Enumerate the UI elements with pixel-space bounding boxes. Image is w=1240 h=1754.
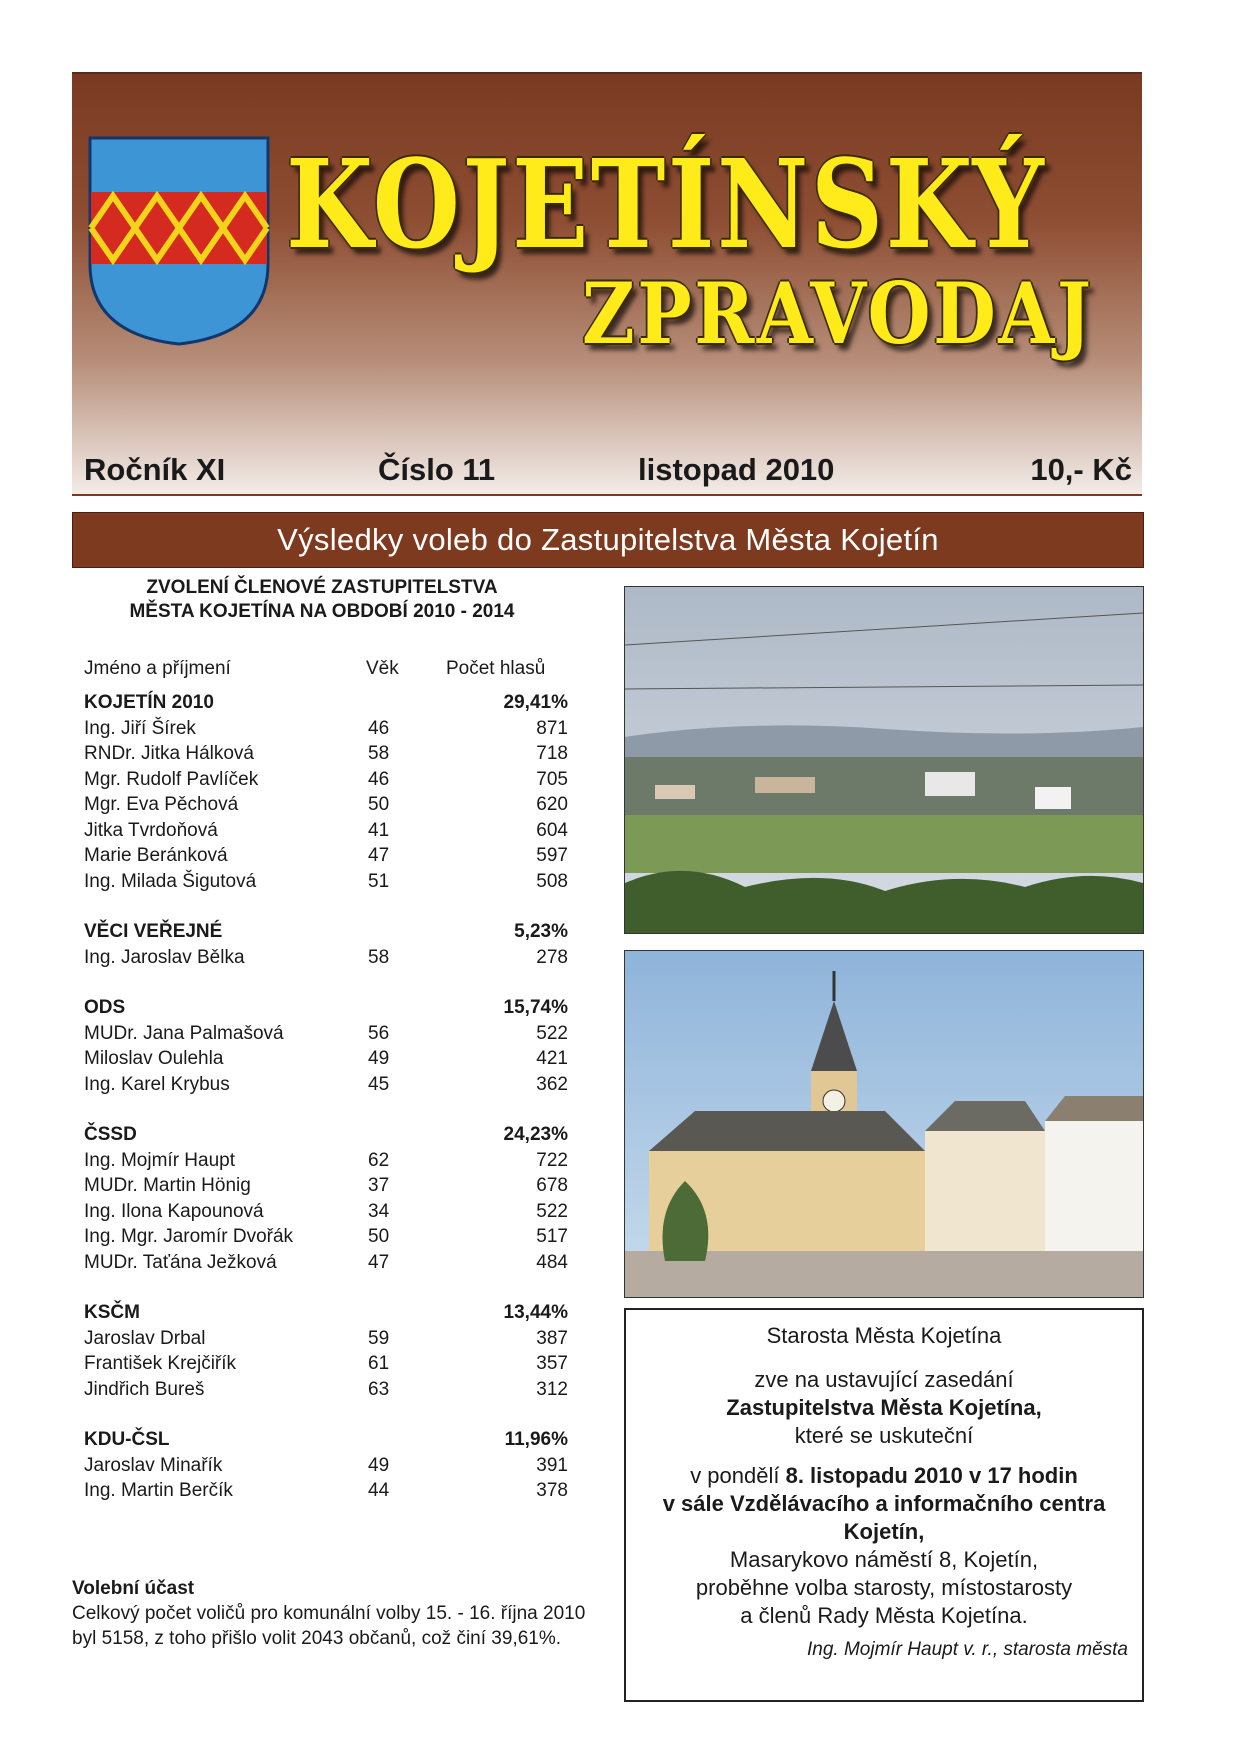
member-age: 58 <box>368 743 390 764</box>
member-age: 47 <box>368 845 390 866</box>
volume: Ročník XI <box>84 452 226 487</box>
notice-date-line: v pondělí 8. listopadu 2010 v 17 hodin <box>690 1463 1078 1488</box>
member-name: Jaroslav Drbal <box>84 1327 206 1349</box>
column-header-votes: Počet hlasů <box>446 658 546 679</box>
party-percent: 5,23% <box>514 921 568 942</box>
member-age: 47 <box>368 1251 390 1273</box>
member-row <box>72 741 572 767</box>
member-age: 50 <box>368 794 390 815</box>
member-row <box>72 1072 572 1098</box>
notice-line: které se uskuteční <box>794 1423 974 1448</box>
party-row <box>72 1122 572 1148</box>
member-row <box>72 716 572 742</box>
town-panorama-photo <box>624 586 1144 934</box>
member-age: 34 <box>368 1200 390 1222</box>
member-votes: 718 <box>536 743 568 764</box>
member-name: Miloslav Oulehla <box>84 1048 224 1069</box>
issue-line <box>72 448 1142 496</box>
masthead <box>72 72 1142 494</box>
member-row <box>72 1148 572 1174</box>
member-row <box>72 1478 572 1504</box>
member-votes: 620 <box>536 794 568 815</box>
member-name: MUDr. Martin Hönig <box>84 1175 251 1196</box>
member-name: Ing. Mojmír Haupt <box>84 1149 235 1171</box>
member-age: 46 <box>368 768 390 790</box>
town-hall-photo <box>624 950 1144 1298</box>
member-votes: 362 <box>536 1073 568 1095</box>
member-votes: 722 <box>536 1149 568 1171</box>
meeting-notice <box>624 1308 1144 1702</box>
member-name: Jindřich Bureš <box>84 1378 205 1400</box>
member-age: 61 <box>368 1353 390 1374</box>
member-row <box>72 1224 572 1250</box>
price: 10,- Kč <box>1030 452 1132 487</box>
member-votes: 517 <box>536 1226 568 1247</box>
member-age: 56 <box>368 1022 390 1044</box>
party-row <box>72 1300 572 1326</box>
member-name: Marie Beránková <box>84 845 228 866</box>
member-votes: 604 <box>536 819 568 841</box>
party-row <box>72 690 572 716</box>
voter-turnout <box>72 1576 602 1651</box>
member-name: Ing. Jaroslav Bělka <box>84 946 245 968</box>
member-row <box>72 1377 572 1403</box>
member-votes: 357 <box>536 1353 568 1374</box>
turnout-title: Volební účast <box>72 1578 195 1599</box>
member-row <box>72 1326 572 1352</box>
member-age: 51 <box>368 870 390 892</box>
member-age: 58 <box>368 946 390 968</box>
party-percent: 15,74% <box>503 997 568 1018</box>
member-votes: 387 <box>536 1327 568 1349</box>
election-results <box>72 576 602 1501</box>
party-percent: 24,23% <box>503 1124 568 1145</box>
member-name: Ing. Mgr. Jaromír Dvořák <box>84 1226 294 1247</box>
title-zpravodaj: ZPRAVODAJ <box>582 264 1094 363</box>
member-name: Ing. Ilona Kapounová <box>84 1200 264 1222</box>
member-age: 50 <box>368 1226 390 1247</box>
member-row <box>72 1351 572 1377</box>
member-votes: 522 <box>536 1022 568 1044</box>
notice-signature: Ing. Mojmír Haupt v. r., starosta města <box>807 1639 1128 1660</box>
member-votes: 312 <box>536 1378 568 1400</box>
member-votes: 378 <box>536 1480 568 1501</box>
notice-line: Masarykovo náměstí 8, Kojetín, <box>729 1547 1039 1572</box>
member-row <box>72 1173 572 1199</box>
member-votes: 484 <box>536 1251 568 1273</box>
notice-line: v sále Vzdělávacího a informačního centra Kojetín, <box>662 1491 1106 1544</box>
member-votes: 705 <box>536 768 568 790</box>
member-row <box>72 1250 572 1276</box>
party-name: ČSSD <box>84 1124 137 1145</box>
issue-date: listopad 2010 <box>638 452 835 487</box>
member-votes: 678 <box>536 1175 568 1196</box>
column-header-age: Věk <box>366 658 399 679</box>
party-row <box>72 919 572 945</box>
member-votes: 597 <box>536 845 568 866</box>
turnout-text: Celkový počet voličů pro komunální volby 15. - 16. října 2010 byl 5158, z toho přišlo volit 2043 občanů, což činí 39,61%. <box>72 1603 586 1649</box>
results-table <box>72 690 572 1504</box>
member-row <box>72 1199 572 1225</box>
member-name: Mgr. Eva Pěchová <box>84 794 239 815</box>
title-kojetinsky: KOJETÍNSKÝ <box>286 132 1047 276</box>
member-name: MUDr. Jana Palmašová <box>84 1022 284 1044</box>
party-name: VĚCI VEŘEJNÉ <box>84 921 223 942</box>
member-name: MUDr. Taťána Ježková <box>84 1251 277 1273</box>
member-age: 37 <box>368 1175 390 1196</box>
member-name: Mgr. Rudolf Pavlíček <box>84 768 259 790</box>
member-row <box>72 1453 572 1479</box>
member-row <box>72 869 572 895</box>
member-age: 49 <box>368 1454 390 1476</box>
party-name: KDU-ČSL <box>84 1429 170 1450</box>
member-name: RNDr. Jitka Hálková <box>84 743 254 764</box>
member-name: František Krejčiřík <box>84 1353 237 1374</box>
coat-of-arms-icon <box>88 136 270 346</box>
member-age: 59 <box>368 1327 390 1349</box>
party-name: ODS <box>84 997 126 1018</box>
member-name: Ing. Milada Šigutová <box>84 870 257 892</box>
member-votes: 871 <box>536 717 568 739</box>
party-percent: 13,44% <box>503 1302 568 1323</box>
issue-number: Číslo 11 <box>378 452 496 487</box>
member-age: 45 <box>368 1073 390 1095</box>
member-name: Ing. Jiří Šírek <box>84 717 196 739</box>
member-age: 49 <box>368 1048 390 1069</box>
member-votes: 522 <box>536 1200 568 1222</box>
member-votes: 508 <box>536 870 568 892</box>
member-votes: 391 <box>536 1454 568 1476</box>
party-name: KSČM <box>84 1302 140 1323</box>
member-name: Jaroslav Minařík <box>84 1454 223 1476</box>
member-row <box>72 945 572 971</box>
member-name: Ing. Martin Berčík <box>84 1480 233 1501</box>
member-name: Ing. Karel Krybus <box>84 1073 230 1095</box>
member-age: 62 <box>368 1149 390 1171</box>
notice-line: Starosta Města Kojetína <box>766 1323 1002 1348</box>
member-name: Jitka Tvrdoňová <box>84 819 218 841</box>
notice-line: zve na ustavující zasedání <box>754 1367 1014 1392</box>
member-row <box>72 818 572 844</box>
member-age: 63 <box>368 1378 390 1400</box>
member-row <box>72 767 572 793</box>
column-header-name: Jméno a příjmení <box>84 658 231 679</box>
member-votes: 278 <box>536 946 568 968</box>
party-row <box>72 995 572 1021</box>
notice-line: Zastupitelstva Města Kojetína, <box>726 1395 1042 1420</box>
notice-line: a členů Rady Města Kojetína. <box>740 1603 1028 1628</box>
member-row <box>72 1046 572 1072</box>
member-row <box>72 1021 572 1047</box>
member-row <box>72 792 572 818</box>
section-banner: Výsledky voleb do Zastupitelstva Města Kojetín <box>72 512 1144 568</box>
member-row <box>72 843 572 869</box>
results-heading: ZVOLENÍ ČLENOVÉ ZASTUPITELSTVA MĚSTA KOJETÍNA NA OBDOBÍ 2010 - 2014 <box>129 577 515 622</box>
member-age: 41 <box>368 819 390 841</box>
party-name: KOJETÍN 2010 <box>84 692 214 713</box>
member-votes: 421 <box>536 1048 568 1069</box>
party-percent: 29,41% <box>503 692 568 713</box>
member-age: 46 <box>368 717 390 739</box>
notice-line: proběhne volba starosty, místostarosty <box>695 1575 1073 1600</box>
party-row <box>72 1427 572 1453</box>
party-percent: 11,96% <box>504 1429 568 1450</box>
member-age: 44 <box>368 1480 390 1501</box>
